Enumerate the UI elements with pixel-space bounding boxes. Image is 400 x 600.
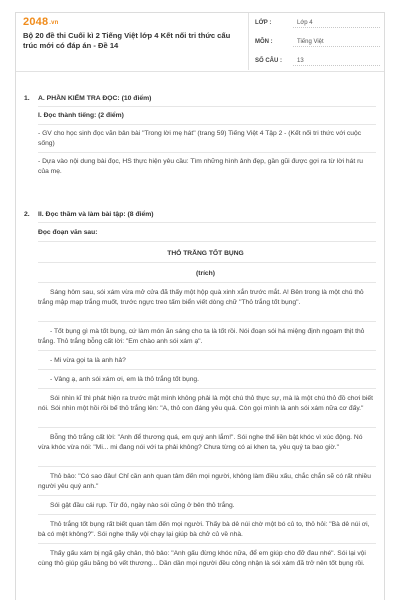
divider (38, 222, 376, 223)
divider (38, 152, 376, 153)
instruction-item: - Dựa vào nội dung bài đọc, HS thực hiện yêu cầu: Tìm những hình ảnh đẹp, gần gũi được gợi ra từ lời hát ru của mẹ. (38, 158, 364, 175)
section-subheading (38, 111, 373, 121)
paragraph-text: Thỏ trắng tốt bụng rất biết quan tâm đến mọi người. Thấy bà dê núi chờ một bó củ to, thỏ hỏi: "Bà dê núi ơi, bà có mệt không?". Sói nghe thấy vội chạy lại giúp bà chở củ về nhà. (38, 521, 370, 538)
section-number: 2. (24, 211, 30, 218)
story-paragraph (38, 288, 373, 307)
story-paragraph (38, 520, 373, 539)
divider (38, 124, 376, 125)
meta-value: 13 (297, 58, 304, 64)
subheading-text: I. Đọc thành tiếng: (2 điểm) (38, 112, 124, 119)
meta-value: Lớp 4 (297, 20, 313, 26)
meta-row-subject (249, 35, 385, 49)
instruction-item: - GV cho học sinh đọc văn bản bài "Trong lời mẹ hát" (trang 59) Tiếng Việt 4 Tập 2 - (Kết nối tri thức với cuộc sống) (38, 130, 362, 147)
divider (38, 466, 376, 467)
meta-value: Tiếng Việt (297, 39, 324, 45)
section-heading (24, 210, 154, 220)
divider (38, 350, 376, 351)
meta-label: MÔN : (255, 39, 273, 45)
section-heading (24, 94, 151, 104)
story-paragraph (38, 356, 373, 366)
paragraph-text: - Vâng ạ, anh sói xám ơi, em là thỏ trắng tốt bụng. (50, 376, 199, 383)
divider (38, 543, 376, 544)
paragraph-text: - Tốt bụng gì mà tốt bụng, cứ làm món ăn sáng cho ta là tốt rồi. Nói đoạn sói há miệng định ngoạm thịt thỏ trắng. Thỏ trắng bỗng cất lời: "Em chào anh sói xám ạ". (38, 328, 365, 345)
meta-label: LỚP : (255, 20, 272, 26)
logo-text: 2048 (23, 16, 49, 28)
paragraph-text: Sáng hôm sau, sói xám vừa mở cửa đã thấy một hộp quà xinh xắn trước mắt. A! Bên trong là một chú thỏ trắng mập mạp trắng muốt, trước ngực treo tấm biển viết dòng chữ "Thỏ trắng tốt bụng". (38, 289, 364, 306)
paragraph-text: Thấy gấu xám bị ngã gãy chân, thỏ bảo: "Anh gấu đừng khóc nữa, để em giúp cho đỡ đau nhé". Sói lại vội cùng thỏ giúp gấu băng bó vết thương... Dần dần mọi người đều công nhận là sói xám đã trở nên tốt bụng rồi. (38, 550, 366, 567)
meta-row-question-count (249, 54, 385, 68)
divider (38, 514, 376, 515)
story-paragraph (38, 375, 373, 385)
section-title: A. PHẦN KIỂM TRA ĐỌC: (10 điểm) (38, 95, 152, 102)
paragraph-text: Thỏ bảo: "Có sao đâu! Chỉ cần anh quan tâm đến mọi người, không làm điều xấu, chắc chắn sẽ có rất nhiều người yêu quý anh." (38, 473, 371, 490)
divider (38, 282, 376, 283)
divider (38, 262, 376, 263)
story-paragraph (38, 501, 373, 511)
paragraph-text: Sói nhìn kĩ thì phát hiện ra trước mặt mình không phải là một chú thỏ thực sự, mà là một chú thỏ đồ chơi biết nói. Sói nhìn một hồi rồi bế thỏ trắng lên: "A, thỏ con đáng yêu quá. Còn gọi mình là anh sói xám nữa cơ đấy." (38, 395, 373, 412)
paragraph-text: Bỗng thỏ trắng cất lời: "Anh để thương quá, em quý anh lắm!". Sói nghe thế liền bật khóc vì xúc động. Nó vừa khóc vừa nói: "Mi... mi đang nói với ta phải không? Chưa từng có ai khen ta, yêu quý ta bao giờ." (38, 434, 363, 451)
divider (38, 369, 376, 370)
reading-intro (38, 228, 373, 238)
story-paragraph (38, 472, 373, 491)
section-number: 1. (24, 95, 30, 102)
site-logo[interactable] (23, 16, 59, 28)
story-paragraph (38, 549, 373, 568)
meta-row-grade (249, 16, 385, 30)
meta-label: SỐ CÂU : (255, 58, 282, 64)
paragraph-text: Sói gật đầu cái rụp. Từ đó, ngày nào sói cũng ở bên thỏ trắng. (50, 502, 235, 509)
divider (38, 495, 376, 496)
divider (38, 321, 376, 322)
document-meta (248, 13, 385, 70)
document-title: Bộ 20 đề thi Cuối kì 2 Tiếng Việt lớp 4 Kết nối tri thức cấu trúc mới có đáp án - Đề 14 (23, 31, 231, 50)
meta-divider (293, 46, 380, 47)
divider (38, 106, 376, 107)
section-title: II. Đọc thầm và làm bài tập: (8 điểm) (38, 211, 154, 218)
paragraph-text: - Mi vừa gọi ta là anh hả? (50, 357, 126, 364)
story-title: THỎ TRẮNG TỐT BỤNG (167, 250, 244, 257)
meta-divider (293, 27, 380, 28)
story-paragraph (38, 433, 373, 452)
document-page (15, 12, 385, 600)
intro-text: Đọc đoạn văn sau: (38, 229, 98, 236)
divider (38, 241, 376, 242)
divider (38, 388, 376, 389)
story-note: (trích) (196, 270, 215, 277)
logo-domain: .vn (49, 20, 59, 26)
meta-divider (293, 65, 380, 66)
document-header (16, 13, 384, 72)
divider (38, 427, 376, 428)
story-paragraph (38, 394, 373, 413)
story-paragraph (38, 327, 373, 346)
